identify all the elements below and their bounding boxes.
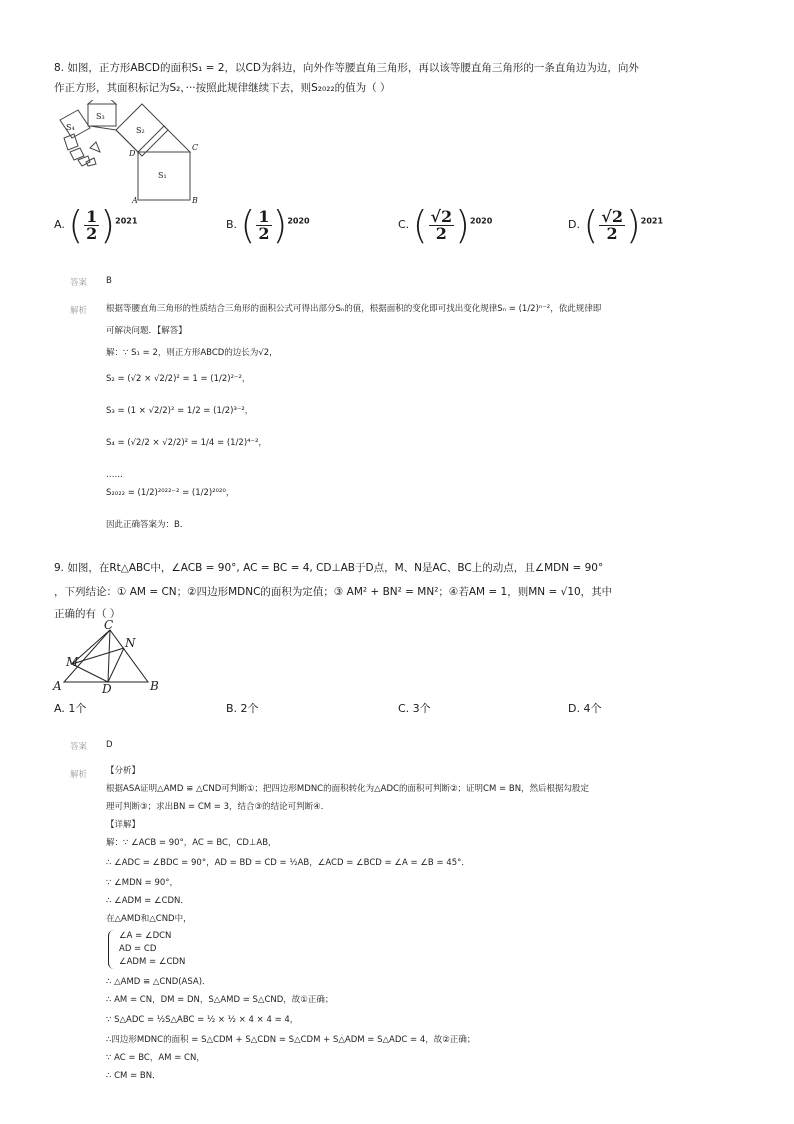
q9-analysis-line: 根据ASA证明△AMD ≌ △CND可判断①；把四边形MDNC的面积转化为△ADC的面积可判断②；证明CM = BN，然后根据勾股定 [106,784,590,794]
q8-analysis-line: 可解决问题．【解答】 [106,326,187,336]
q8-option-a-den: 2 [86,223,98,243]
q8-square-s4 [60,110,90,138]
q9-analysis-line: 解：∵ ∠ACB = 90°，AC = BC，CD⊥AB， [106,838,277,848]
q8-label-s4: S₄ [66,123,75,132]
q8-option-c-exp: 2020 [470,216,493,226]
q8-option-b-letter: B. [226,218,238,231]
q9-option-d[interactable]: D. 4个 [568,702,602,715]
q8-option-a[interactable]: A. ( $\frac{1}{2}$ )$^{2021}$ [54,203,138,247]
q9-analysis-line: ∴ ∠ADC = ∠BDC = 90°，AD = BD = CD = ½AB，∠ACD = ∠BCD = ∠A = ∠B = 45°． [106,858,470,868]
q8-option-d-letter: D. [568,218,580,231]
q8-stem-line2: 作正方形，其面积标记为S₂，···按照此规律继续下去，则S₂₀₂₂的值为（ ） [54,82,391,94]
q8-label-d: D [129,149,136,158]
q8-option-d-exp: 2021 [640,216,664,226]
q9-analysis-line: 【详解】 [106,820,141,830]
q9-option-b[interactable]: B. 2个 [226,702,259,715]
q8-figure [56,100,206,204]
q9-label-a: A [53,679,62,693]
q9-analysis-line: ∵ ∠MDN = 90°， [106,878,179,888]
q8-option-c-letter: C. [398,218,410,231]
q9-answer: D [106,740,113,750]
q9-figure [52,620,166,694]
q9-stem-line1: 9. 如图，在Rt△ABC中，∠ACB = 90°, AC = BC = 4, CD⊥AB于D点，M、N是AC、BC上的动点，且∠MDN = 90° [54,562,604,574]
q8-option-b-num: 1 [258,206,270,226]
q9-stem-line2: ，下列结论：① AM = CN；②四边形MDNC的面积为定值；③ AM² + BN² = MN²；④若AM = 1，则MN = √10，其中 [54,586,613,598]
q8-label-b: B [192,196,198,204]
q8-analysis-line: 根据等腰直角三角形的性质结合三角形的面积公式可得出部分Sₙ的值，根据面积的变化即可找出变化规律Sₙ = (1/2)ⁿ⁻²，依此规律即 [106,304,602,314]
q9-label-c: C [104,620,114,632]
q8-analysis-tag: 解析 [70,306,88,316]
q8-analysis-line: …… [106,470,123,480]
q8-answer: B [106,276,112,286]
q9-analysis-line: ∴ △AMD ≌ △CND(ASA)． [106,977,211,987]
q9-analysis-line: ∴四边形MDNC的面积 = S△CDM + S△CDN = S△CDM + S△ADM = S△ADC = 4，故②正确； [106,1035,476,1045]
q8-answer-tag: 答案 [70,278,88,288]
q8-analysis-line: S₂₀₂₂ = (1/2)²⁰²²⁻² = (1/2)²⁰²⁰， [106,488,235,498]
q9-analysis-line: ∴ AM = CN，DM = DN，S△AMD = S△CND，故①正确； [106,995,334,1005]
q8-option-b-exp: 2020 [287,216,310,226]
q8-analysis-line: S₂ = (√2 × √2/2)² = 1 = (1/2)²⁻²， [106,374,251,384]
q9-label-m: M [66,655,79,669]
q9-label-n: N [125,636,136,650]
q9-analysis-line: ∴ CM = BN． [106,1071,161,1081]
q9-analysis [106,762,766,1085]
q8-label-s2: S₂ [136,126,145,135]
q8-analysis-line: S₃ = (1 × √2/2)² = 1/2 = (1/2)³⁻²， [106,406,254,416]
q8-option-c-den: 2 [435,223,447,243]
q8-option-a-exp: 2021 [115,216,138,226]
q8-label-s3: S₃ [96,112,105,121]
q8-analysis [106,300,756,534]
q8-option-d-den: 2 [606,223,618,243]
q9-answer-tag: 答案 [70,742,88,752]
q8-option-a-letter: A. [54,218,65,231]
q9-label-d: D [102,682,112,694]
q9-analysis-line: ∵ S△ADC = ½S△ABC = ½ × ½ × 4 × 4 = 4， [106,1015,299,1025]
q8-label-a: A [132,196,138,204]
q9-option-c[interactable]: C. 3个 [398,702,431,715]
q8-option-c[interactable]: C. ( $\frac{√2}{2}$ )$^{2020}$ [398,203,493,247]
q9-altitude-cd [108,630,110,682]
q8-triangle-1 [138,126,190,152]
q8-analysis-line: 解：∵ S₁ = 2，则正方形ABCD的边长为√2， [106,348,278,358]
q8-option-d[interactable]: D. ( $\frac{√2}{2}$ )$^{2021}$ [568,203,664,247]
q8-label-c: C [192,143,199,152]
q8-analysis-line: S₄ = (√2/2 × √2/2)² = 1/4 = (1/2)⁴⁻²， [106,438,267,448]
q8-analysis-line: 因此正确答案为：B． [106,520,189,530]
q9-analysis-line: ∵ AC = BC，AM = CN， [106,1053,205,1063]
q8-option-a-num: 1 [86,206,98,226]
q9-analysis-line: ∠A = ∠DCN [119,931,172,941]
q9-brace-system [108,930,229,969]
q8-stem-line1: 8. 如图，正方形ABCD的面积S₁ = 2，以CD为斜边，向外作等腰直角三角形，再以该等腰直角三角形的一条直角边为边，向外 [54,62,639,74]
q9-analysis-line: 理可判断③；求出BN = CM = 3，结合③的结论可判断④． [106,802,330,812]
q9-segment-mn [72,648,124,664]
q9-option-a[interactable]: A. 1个 [54,702,87,715]
q9-analysis-line: ∴ ∠ADM = ∠CDN． [106,896,189,906]
q8-option-d-num: √2 [601,206,623,226]
q8-option-b-den: 2 [258,223,270,243]
q9-analysis-line: AD = CD [119,944,157,954]
q8-option-b[interactable]: B. ( $\frac{1}{2}$ )$^{2020}$ [226,203,310,247]
q9-analysis-line: ∠ADM = ∠CDN [119,957,186,967]
q9-stem-line3: 正确的有（ ） [54,608,121,620]
q9-analysis-line: 在△AMD和△CND中， [106,914,192,924]
q9-label-b: B [150,679,159,693]
q9-analysis-tag: 解析 [70,770,88,780]
q8-label-s1: S₁ [158,171,167,180]
q9-analysis-line: 【分析】 [106,766,141,776]
q8-option-c-num: √2 [430,206,453,226]
